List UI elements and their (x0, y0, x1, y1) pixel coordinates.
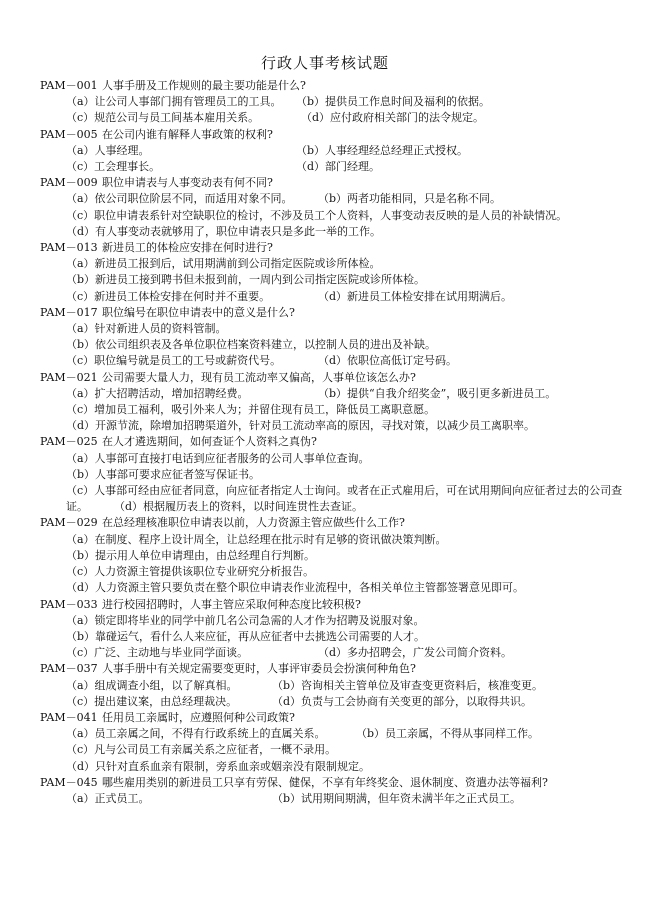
question-id: PAM－025 (40, 435, 98, 449)
question-item (40, 775, 630, 807)
option-c: （c）规范公司与员工间基本雇用关系。 (66, 111, 260, 125)
option-a: （a）锁定即将毕业的同学中前几名公司急需的人才作为招聘及说服对象。 (66, 613, 425, 627)
question-id: PAM－017 (40, 305, 98, 319)
option-d: （d）多办招聘会，广发公司简介资料。 (318, 646, 513, 660)
question-item (40, 240, 630, 305)
question-item (40, 175, 630, 240)
option-a: （a）正式员工。 (66, 791, 150, 805)
option-c: （c）职位申请表系针对空缺职位的检讨，不涉及员工个人资料，人事变动表反映的是人员的补缺情况。 (66, 208, 568, 222)
option-d: （d）应付政府相关部门的法令规定。 (301, 111, 485, 125)
option-b: （b）提供员工作息时间及福利的依据。 (296, 95, 491, 109)
question-item (40, 370, 630, 435)
option-d: （d）新进员工体检安排在试用期满后。 (318, 289, 513, 303)
question-list (40, 78, 630, 807)
option-d: （d）开源节流，除增加招聘渠道外，针对员工流动率高的原因，寻找对策，以减少员工离职率。 (66, 419, 536, 433)
question-id: PAM－033 (40, 597, 98, 611)
option-b: （b）咨询相关主管单位及审查变更资料后，核准变更。 (272, 678, 544, 692)
option-c: （c）提出建议案，由总经理裁决。 (66, 694, 238, 708)
option-d: （d）根据履历表上的资料，以时间连贯性去查证。 (114, 500, 364, 514)
question-text: 职位申请表与人事变动表有何不同? (102, 176, 273, 190)
option-d: （d）部门经理。 (296, 160, 381, 174)
question-text: 在人才遴选期间，如何查证个人资料之真伪? (102, 435, 317, 449)
question-text: 新进员工的体检应安排在何时进行? (102, 241, 273, 255)
option-b: （b）员工亲属，不得从事同样工作。 (356, 727, 540, 741)
option-b: （b）两者功能相同，只是名称不同。 (318, 192, 502, 206)
option-a: （a）扩大招聘活动，增加招聘经费。 (66, 386, 249, 400)
question-id: PAM－001 (40, 79, 98, 92)
question-item (40, 661, 630, 710)
question-text: 进行校园招聘时，人事主管应采取何种态度比较积极? (102, 597, 361, 611)
option-d: （d）负责与工会协商有关变更的部分，以取得共识。 (272, 694, 533, 708)
option-a: （a）针对新进人员的资料管制。 (66, 322, 227, 336)
question-item (40, 515, 630, 596)
option-d: （d）有人事变动表就够用了，职位申请表只是多此一举的工作。 (66, 224, 382, 238)
question-id: PAM－029 (40, 516, 98, 530)
option-c-text: （c）人事部可经由应征者同意，向应征者指定人士询问。或者在正式雇用后，可在试用期间向应征者过去的公司查证。 (66, 484, 623, 514)
option-a: （a）让公司人事部门拥有管理员工的工具。 (66, 95, 282, 109)
option-c: （c）凡与公司员工有亲属关系之应征者，一概不录用。 (66, 743, 337, 757)
option-c: （c）广泛、主动地与毕业同学面谈。 (66, 646, 249, 660)
question-text: 人事手册中有关规定需要变更时，人事评审委员会扮演何种角色? (102, 662, 416, 676)
option-a: （a）依公司职位阶层不同，而适用对象不同。 (66, 192, 293, 206)
question-id: PAM－021 (40, 370, 98, 384)
question-id: PAM－037 (40, 662, 98, 676)
question-id: PAM－005 (40, 127, 98, 141)
question-item (40, 597, 630, 662)
question-id: PAM－041 (40, 710, 98, 724)
question-text: 职位编号在职位申请表中的意义是什么? (102, 305, 295, 319)
question-item (40, 710, 630, 775)
question-text: 公司需要大量人力，现有员工流动率又偏高，人事单位该怎么办? (102, 370, 416, 384)
option-b: （b）新进员工接到聘书但未报到前，一周内到公司指定医院或诊所体检。 (66, 273, 426, 287)
option-b: （b）靠碰运气，看什么人来应征，再从应征者中去挑选公司需要的人才。 (66, 629, 426, 643)
option-d: （d）人力资源主管只要负责在整个职位申请表作业流程中，各相关单位主管都签署意见即可。 (66, 581, 525, 595)
question-item (40, 78, 630, 127)
option-c: （c）新进员工体检安排在何时并不重要。 (66, 289, 271, 303)
option-b: （b）提示用人单位申请理由，由总经理自行判断。 (66, 548, 316, 562)
option-a: （a）在制度、程序上设计周全，让总经理在批示时有足够的资讯做决策判断。 (66, 532, 447, 546)
question-text: 任用员工亲属时，应遵照何种公司政策? (102, 710, 295, 724)
question-item (40, 434, 630, 515)
question-id: PAM－013 (40, 241, 98, 255)
option-a: （a）组成调查小组，以了解真相。 (66, 678, 238, 692)
option-c: （c）职位编号就是员工的工号或薪资代号。 (66, 354, 282, 368)
option-d: （d）只针对直系血亲有限制，旁系血亲或姻亲没有限制规定。 (66, 759, 371, 773)
option-b: （b）依公司组织表及各单位职位档案资料建立，以控制人员的进出及补缺。 (66, 338, 437, 352)
option-a: （a）员工亲属之间，不得有行政系统上的直属关系。 (66, 727, 326, 741)
option-c: （c）工会理事长。 (66, 160, 161, 174)
question-item (40, 127, 630, 176)
option-a: （a）人事部可直接打电话到应征者服务的公司人事单位查询。 (66, 451, 370, 465)
question-text: 哪些雇用类别的新进员工只享有劳保、健保，不享有年终奖金、退休制度、资遣办法等福利? (102, 775, 548, 789)
option-b: （b）人事部可要求应征者签写保证书。 (66, 467, 261, 481)
option-b: （b）人事经理经总经理正式授权。 (296, 143, 469, 157)
question-text: 人事手册及工作规则的最主要功能是什么? (102, 79, 306, 92)
question-id: PAM－009 (40, 176, 98, 190)
option-d: （d）依职位高低订定号码。 (318, 354, 458, 368)
option-a: （a）人事经理。 (66, 143, 150, 157)
option-c: （c）人力资源主管提供该职位专业研究分析报告。 (66, 565, 315, 579)
question-text: 在总经理核准职位申请表以前，人力资源主管应做些什么工作? (102, 516, 405, 530)
option-b: （b）提供“自我介绍奖金”，吸引更多新进员工。 (318, 386, 557, 400)
question-text: 在公司内谁有解释人事政策的权利? (102, 127, 273, 141)
option-c (40, 483, 630, 515)
option-a: （a）新进员工报到后，试用期满前到公司指定医院或诊所体检。 (66, 257, 381, 271)
question-item (40, 305, 630, 370)
page-title: 行政人事考核试题 (260, 54, 389, 72)
option-c: （c）增加员工福利，吸引外来人为；并留住现有员工，降低员工离职意愿。 (66, 403, 436, 417)
question-id: PAM－045 (40, 775, 98, 789)
option-b: （b）试用期间期满，但年资未满半年之正式员工。 (272, 791, 522, 805)
